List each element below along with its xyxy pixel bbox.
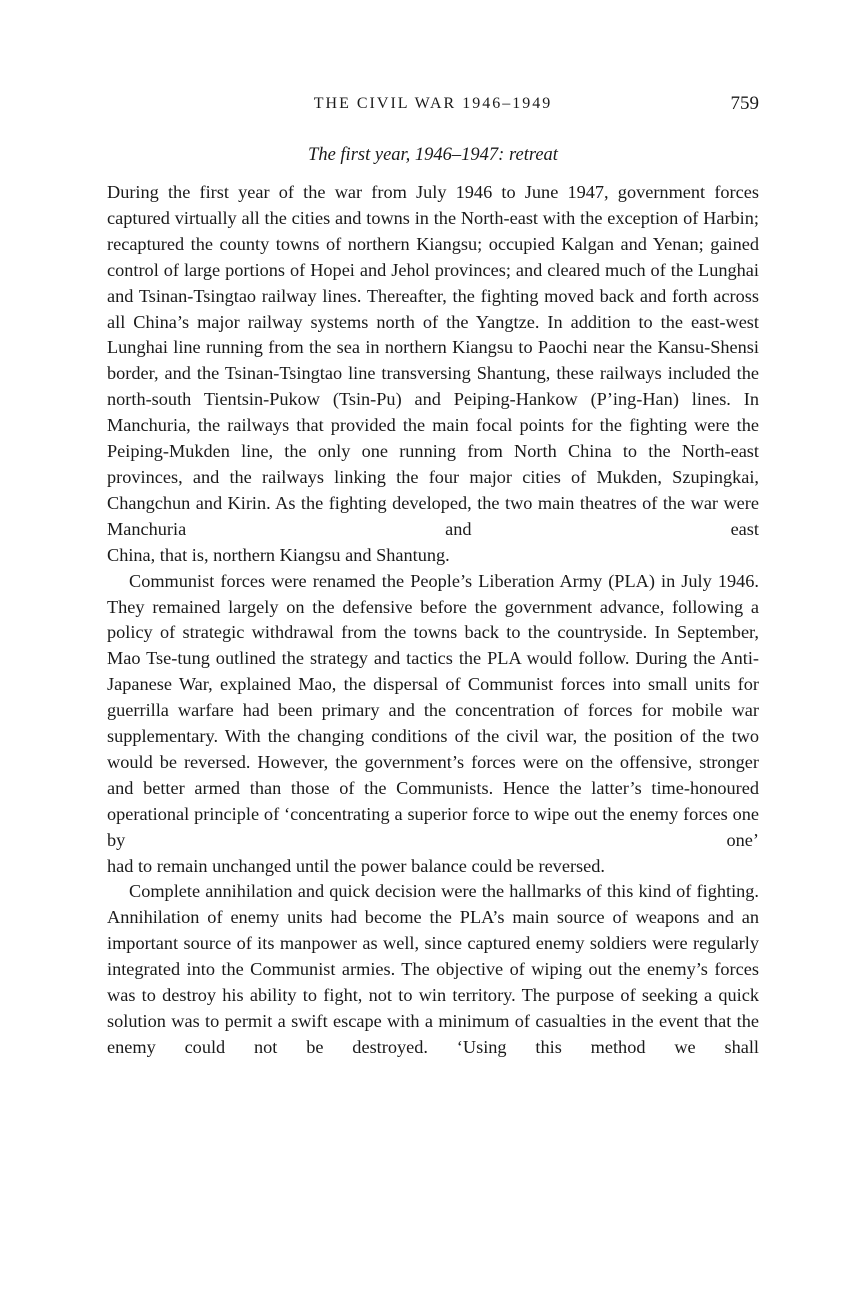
paragraph-1-end: [107, 543, 759, 569]
text-line: fighting were the Peiping-Mukden line, the only one running from North: [107, 415, 759, 462]
text-line: mobile war supplementary. With the changing conditions of the civil war,: [107, 700, 759, 747]
text-line: Kiangsu; occupied Kalgan and Yenan; gained control of large portions: [107, 233, 759, 280]
text-line: captured enemy soldiers were regularly integrated into the Communist: [107, 933, 759, 980]
text-line: ‘concentrating a superior force to wipe out the enemy forces one by one’: [107, 803, 760, 850]
text-line: forth across all China’s major railway systems north of the Yangtze. In: [107, 285, 759, 332]
text-line: solution was to permit a swift escape with a minimum of casualties in the: [107, 1011, 654, 1031]
text-line: Communist forces were renamed the People’s Liberation Army (PLA): [129, 570, 655, 591]
running-header: [107, 92, 759, 122]
text-line: guerrilla warfare had been primary and the concentration of forces for: [107, 700, 663, 721]
text-line: China to the North-east provinces, and the railways linking the four major: [107, 441, 760, 487]
text-line: in July 1946. They remained largely on the defensive before the: [107, 570, 759, 617]
body-text: [107, 180, 759, 1061]
text-line: Communists. Hence the latter’s time-honoured operational principle of: [107, 777, 759, 824]
text-line: Complete annihilation and quick decision were the hallmarks of this: [129, 881, 634, 902]
text-line: cities of Mukden, Szupingkai, Changchun and Kirin. As the fighting: [107, 466, 760, 513]
text-line: China, that is, northern Kiangsu and Shantung.: [107, 544, 450, 565]
text-line: line transversing Shantung, these railways included the north-south: [107, 363, 759, 410]
text-line: government advance, following a policy of strategic withdrawal from the: [107, 596, 759, 643]
text-line: his ability to fight, not to win territory. The purpose of seeking a quick: [222, 985, 759, 1006]
text-line: forces captured virtually all the cities and towns in the North-east with: [107, 182, 759, 228]
text-line: explained Mao, the dispersal of Communist forces into small units for: [219, 674, 759, 695]
text-line: towns back to the countryside. In September, Mao Tse-tung outlined the: [107, 622, 759, 669]
paragraph-3: [107, 879, 759, 1060]
running-title: THE CIVIL WAR 1946–1949: [313, 95, 553, 112]
section-heading: The first year, 1946–1947: retreat: [308, 145, 558, 165]
paragraph-2: [107, 569, 759, 854]
text-line: the position of the two would be reversed. However, the government’s: [107, 726, 760, 772]
text-line: had to remain unchanged until the power balance could be reversed.: [107, 855, 605, 876]
text-line: During the first year of the war from July 1946 to June 1947, government: [107, 182, 706, 202]
text-line: Tientsin-Pukow (Tsin-Pu) and Peiping-Hankow (P’ing-Han) lines. In: [203, 389, 759, 410]
text-line: Tsinan-Tsingtao railway lines. Thereafter, the fighting moved back and: [138, 285, 667, 306]
text-line: of Hopei and Jehol provinces; and cleared much of the Lunghai and: [107, 259, 759, 306]
page-number: 759: [730, 93, 759, 114]
text-line: kind of fighting. Annihilation of enemy units had become the PLA’s main: [107, 881, 759, 928]
text-line: developed, the two main theatres of the war were Manchuria and east: [107, 492, 759, 539]
text-line: forces were on the offensive, stronger and better armed than those of the: [107, 751, 760, 798]
text-line: Kiangsu to Paochi near the Kansu-Shensi border, and the Tsinan-Tsingtao: [107, 337, 759, 384]
text-line: source of weapons and an important source of its manpower as well, since: [107, 907, 759, 954]
paragraph-1: [107, 180, 759, 543]
text-line: Manchuria, the railways that provided the main focal points for the: [107, 415, 622, 436]
text-line: strategy and tactics the PLA would follow. During the Anti-Japanese War,: [107, 648, 759, 695]
paragraph-2-end: [107, 854, 759, 880]
text-line: the exception of Harbin; recaptured the county towns of northern: [107, 207, 759, 254]
text-line: event that the enemy could not be destroyed. ‘Using this method we shall: [107, 1011, 759, 1057]
text-line: addition to the east-west Lunghai line running from the sea in northern: [107, 311, 760, 358]
text-line: armies. The objective of wiping out the enemy’s forces was to destroy: [107, 959, 759, 1006]
